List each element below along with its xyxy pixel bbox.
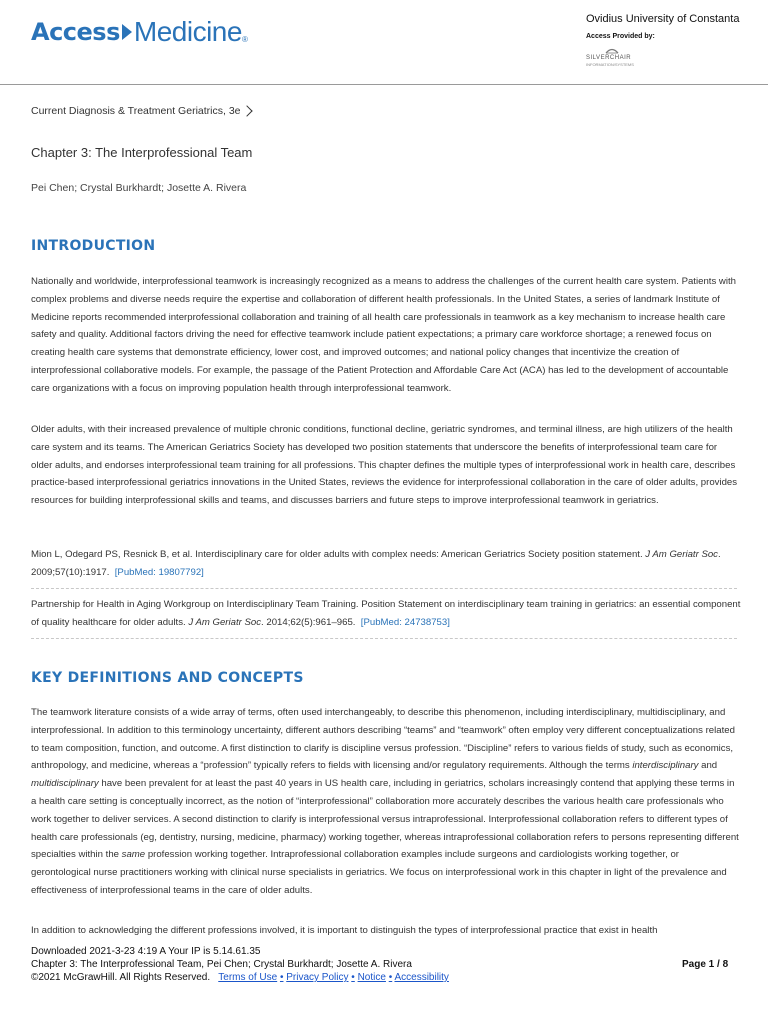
kd-text-and: and	[701, 760, 718, 772]
terms-of-use-link[interactable]: Terms of Use	[218, 972, 278, 983]
kd-text-b: have been prevalent for at least the past 40 years in US health care, including in geriatrics, scholars increasingly contend that applying these terms in a health care setting is conceptually incorrect, as the notion of “interprofessional” collaboration more accurately describes the various health care professionals who work together to deliver services. A second distinction to clarify is interprofessional versus intraprofessional. Interprofessional collaboration refers to different types of health care professionals (eg, dentistry, nursing, medicine, pharmacy) working together, whereas intraprofessional collaboration refers to persons representing different specialties within the	[31, 778, 739, 861]
kd-emphasis-same: same	[121, 849, 146, 861]
key-definitions-heading: KEY DEFINITIONS AND CONCEPTS	[31, 670, 304, 686]
footer-links-line	[31, 971, 741, 984]
notice-link[interactable]: Notice	[357, 972, 386, 983]
reference-1-text: Mion L, Odegard PS, Resnick B, et al. Interdisciplinary care for older adults with complex needs: American Geriatrics Society position statement.	[31, 549, 643, 560]
institution-name: Ovidius University of Constanta	[586, 13, 740, 25]
reference-divider	[31, 638, 737, 639]
link-separator: •	[388, 972, 393, 983]
link-separator: •	[351, 972, 355, 983]
reference-2-journal: J Am Geriatr Soc	[188, 616, 262, 628]
provider-tagline: INFORMATION/SYSTEMS	[586, 62, 634, 67]
logo-arrow-icon	[122, 24, 132, 40]
logo-access-text: Access	[31, 18, 120, 46]
download-info: Downloaded 2021-3-23 4:19 A Your IP is 5.14.61.35	[31, 946, 261, 957]
reference-2-text: Partnership for Health in Aging Workgroup on Interdisciplinary Team Training. Position Statement on interdisciplinary team training in geriatrics: an essential component of quality healthcare for older adults.	[31, 599, 741, 628]
logo-registered-mark: ®	[241, 35, 248, 44]
key-definitions-paragraph-1	[31, 704, 741, 900]
chapter-authors: Pei Chen; Crystal Burkhardt; Josette A. Rivera	[31, 182, 247, 194]
kd-emphasis-multidisciplinary: multidisciplinary	[31, 778, 99, 790]
reference-1-journal: J Am Geriatr Soc	[645, 549, 718, 560]
reference-2	[31, 596, 741, 632]
breadcrumb[interactable]	[31, 105, 251, 117]
kd-text-c: profession working together. Intraprofessional collaboration examples include surgeons and cardiologists working together, or gerontological nurse practitioners working with clinical nurse specialists in geriatrics. We focus on interprofessional work in this chapter in light of the prevalence and effectiveness of interprofessional teams in the care of older adults.	[31, 849, 727, 896]
link-separator: •	[279, 972, 284, 983]
privacy-policy-link[interactable]: Privacy Policy	[286, 972, 349, 983]
page-number: Page 1 / 8	[682, 959, 729, 970]
reference-1-citation: . 2009;57(10):1917.	[31, 549, 721, 578]
intro-paragraph-2: Older adults, with their increased prevalence of multiple chronic conditions, functional decline, geriatric syndromes, and terminal illness, are high utilizers of the health care system and its teams. The American Geriatrics Society has developed two position statements that underscore the benefits of interprofessional team care for older adults, and endorses interprofessional team training for all professions. This chapter defines the multiple types of interprofessional work in health care, describes practice-based interprofessional geriatrics innovations in the United States, reviews the evidence for interprofessional collaboration in the care of older adults, provides resources for building interprofessional skills and teams, and discusses barriers and future steps to improve interprofessional teamwork in geriatrics.	[31, 424, 738, 507]
chapter-title: Chapter 3: The Interprofessional Team	[31, 145, 253, 160]
footer-chapter-line: Chapter 3: The Interprofessional Team, Pei Chen; Crystal Burkhardt; Josette A. Rivera	[31, 959, 412, 970]
breadcrumb-book[interactable]: Current Diagnosis & Treatment Geriatrics, 3e	[31, 105, 241, 117]
kd-text-a: The teamwork literature consists of a wide array of terms, often used interchangeably, to describe this phenomenon, including interdisciplinary, multidisciplinary, and interprofessional. In addition to this terminology uncertainty, different authors describing “teams” and “teamwork” often employ very different conceptualizations related to team composition, function, and outcome. A first distinction to clarify is discipline versus profession. “Discipline” refers to various fields of study, such as economics, anthropology, and medicine, whereas a “profession” typically refers to fields with licensing and/or regulatory requirements. Although the terms	[31, 707, 735, 772]
page-footer	[31, 945, 741, 984]
logo-medicine-text: Medicine	[133, 16, 242, 47]
reference-2-citation: . 2014;62(5):961–965.	[261, 616, 356, 628]
intro-paragraph-1: Nationally and worldwide, interprofessional teamwork is increasingly recognized as a means to address the challenges of the current health care system. Patients with complex problems and diverse needs require the expertise and collaboration of different health professionals. In the United States, a series of landmark Institute of Medicine reports recommended interprofessional collaboration and training of all health care professionals in teamwork as a key mechanism to increase health care safety and quality. Additional factors driving the need for effective teamwork include patient expectations; a primary care workforce shortage; a renewed focus on creating health care systems that demonstrate efficiency, lower cost, and improved outcomes; and national policy changes that incentivize the creation of interprofessional collaborative models. For example, the passage of the Patient Protection and Affordable Care Act (ACA) has led to the development of accountable care organizations with a focus on improving population health through interprofessional teamwork.	[31, 276, 736, 394]
chevron-right-icon	[241, 105, 252, 116]
reference-2-pubmed-link[interactable]: [PubMed: 24738753]	[360, 616, 450, 628]
reference-1-pubmed-link[interactable]: [PubMed: 19807792]	[114, 566, 204, 578]
reference-divider	[31, 588, 737, 589]
introduction-heading: INTRODUCTION	[31, 238, 156, 254]
accessibility-link[interactable]: Accessibility	[394, 972, 449, 983]
kd-emphasis-interdisciplinary: interdisciplinary	[632, 760, 699, 772]
reference-1	[31, 546, 741, 582]
key-definitions-paragraph-2: In addition to acknowledging the different professions involved, it is important to distinguish the types of interprofessional practice that exist in health	[31, 925, 658, 936]
site-header	[0, 0, 768, 85]
provider-name: SILVERCHAIR	[586, 55, 632, 61]
access-provided-label: Access Provided by:	[586, 33, 655, 40]
accessmedicine-logo[interactable]	[31, 16, 248, 48]
copyright-text: ©2021 McGrawHill. All Rights Reserved.	[31, 972, 211, 983]
